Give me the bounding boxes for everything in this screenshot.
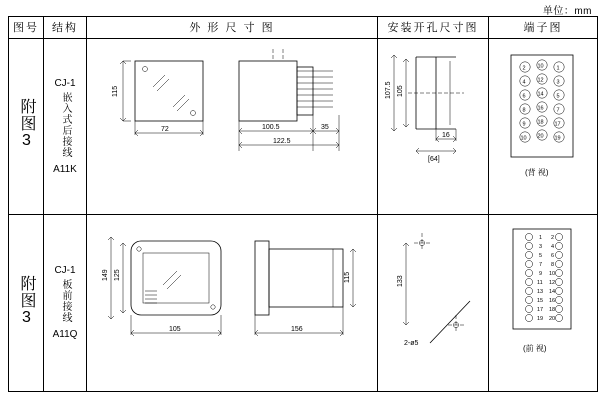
- dim-125-label: 125: [114, 269, 121, 282]
- svg-text:14: 14: [537, 91, 544, 98]
- svg-text:7: 7: [539, 262, 543, 269]
- outline-drawing-cell-2: [87, 215, 378, 392]
- svg-text:6: 6: [551, 253, 555, 260]
- mounting-drawing-cell-1: [378, 38, 489, 215]
- svg-text:8: 8: [522, 107, 526, 114]
- dim-107-5-label: 107.5: [385, 81, 392, 99]
- structure-cell-2: [44, 215, 87, 392]
- structure-code-2: A11Q: [52, 329, 78, 341]
- svg-text:20: 20: [537, 133, 544, 140]
- dim-2d5-label: 2-ø5: [404, 340, 419, 348]
- svg-text:17: 17: [554, 121, 561, 128]
- unit-note: 单位：mm: [542, 6, 592, 17]
- dim-100-5-label: 100.5: [262, 123, 280, 131]
- structure-model-1: CJ-1: [54, 77, 76, 89]
- outline-svg-2: [87, 215, 375, 381]
- header-figure-no: 图号: [9, 17, 44, 39]
- svg-text:17: 17: [537, 307, 544, 314]
- terminal-caption-1: (背 视): [525, 167, 549, 177]
- terminal-drawing-cell-2: [489, 215, 598, 392]
- dim-64-label: [64]: [428, 155, 440, 163]
- terminal-drawing-cell-1: [489, 38, 598, 215]
- svg-text:18: 18: [537, 119, 544, 126]
- svg-text:8: 8: [551, 262, 555, 269]
- svg-text:3: 3: [556, 79, 560, 86]
- dim-16-label: 16: [442, 131, 450, 139]
- table-row: [9, 38, 598, 215]
- mounting-svg-1: [378, 39, 486, 205]
- svg-text:15: 15: [537, 298, 544, 305]
- structure-cell-1: [44, 38, 87, 215]
- svg-text:4: 4: [551, 244, 555, 251]
- header-structure: 结构: [44, 17, 87, 39]
- dim-115-label: 115: [112, 85, 119, 97]
- dim-35-label: 35: [321, 123, 329, 131]
- dim-105-label-2: 105: [169, 326, 181, 334]
- svg-text:4: 4: [522, 79, 526, 86]
- svg-text:12: 12: [549, 280, 556, 287]
- svg-text:10: 10: [520, 135, 527, 142]
- dim-72-label: 72: [161, 125, 169, 133]
- svg-text:10: 10: [549, 271, 556, 278]
- svg-text:19: 19: [554, 135, 561, 142]
- terminal-caption-2: (前 视): [523, 344, 547, 354]
- svg-text:20: 20: [549, 316, 556, 323]
- terminal-svg-1: [489, 39, 595, 205]
- terminal-svg-2: [489, 215, 595, 381]
- svg-text:9: 9: [539, 271, 543, 278]
- svg-text:9: 9: [522, 121, 526, 128]
- svg-text:7: 7: [556, 107, 560, 114]
- table-row: [9, 215, 598, 392]
- dim-115-label-2: 115: [344, 272, 351, 284]
- header-mounting-drawing: 安装开孔尺寸图: [378, 17, 489, 39]
- structure-stack-1: [44, 78, 86, 176]
- figure-no-cell-1: [9, 38, 44, 215]
- structure-model-2: CJ-1: [54, 265, 76, 277]
- outline-drawing-cell-1: [87, 38, 378, 215]
- svg-text:1: 1: [539, 235, 543, 242]
- header-outline-drawing: 外 形 尺 寸 图: [87, 17, 378, 39]
- outline-svg-1: [87, 39, 375, 205]
- mounting-svg-2: [378, 215, 486, 381]
- svg-text:1: 1: [556, 65, 560, 72]
- svg-text:13: 13: [537, 289, 544, 296]
- svg-text:12: 12: [537, 77, 544, 84]
- dim-156-label: 156: [291, 326, 303, 334]
- svg-text:19: 19: [537, 316, 544, 323]
- structure-desc-1: 嵌入式后接线: [60, 91, 71, 158]
- svg-text:5: 5: [556, 93, 560, 100]
- dim-122-5-label: 122.5: [273, 137, 291, 145]
- svg-text:10: 10: [537, 63, 544, 70]
- structure-desc-2: 板前接线: [60, 279, 71, 324]
- figure-no-label-2: 附图3: [18, 274, 35, 327]
- svg-text:6: 6: [522, 93, 526, 100]
- svg-text:2: 2: [551, 235, 555, 242]
- svg-text:16: 16: [549, 298, 556, 305]
- table-header-row: [9, 17, 598, 39]
- svg-text:14: 14: [549, 289, 556, 296]
- header-terminal-drawing: 端子图: [489, 17, 598, 39]
- svg-text:5: 5: [539, 253, 543, 260]
- structure-code-1: A11K: [53, 163, 77, 175]
- mounting-drawing-cell-2: [378, 215, 489, 392]
- structure-stack-2: [44, 265, 86, 341]
- dim-105-label: 105: [397, 85, 404, 97]
- svg-text:11: 11: [537, 280, 543, 287]
- dim-133-label: 133: [397, 275, 404, 288]
- svg-text:2: 2: [522, 65, 526, 72]
- svg-text:18: 18: [549, 307, 556, 314]
- svg-text:3: 3: [539, 244, 543, 251]
- svg-text:16: 16: [537, 105, 544, 112]
- figure-no-label-1: 附图3: [18, 98, 35, 151]
- dimension-table: [8, 16, 598, 392]
- dim-149-label: 149: [102, 269, 109, 282]
- figure-no-cell-2: [9, 215, 44, 392]
